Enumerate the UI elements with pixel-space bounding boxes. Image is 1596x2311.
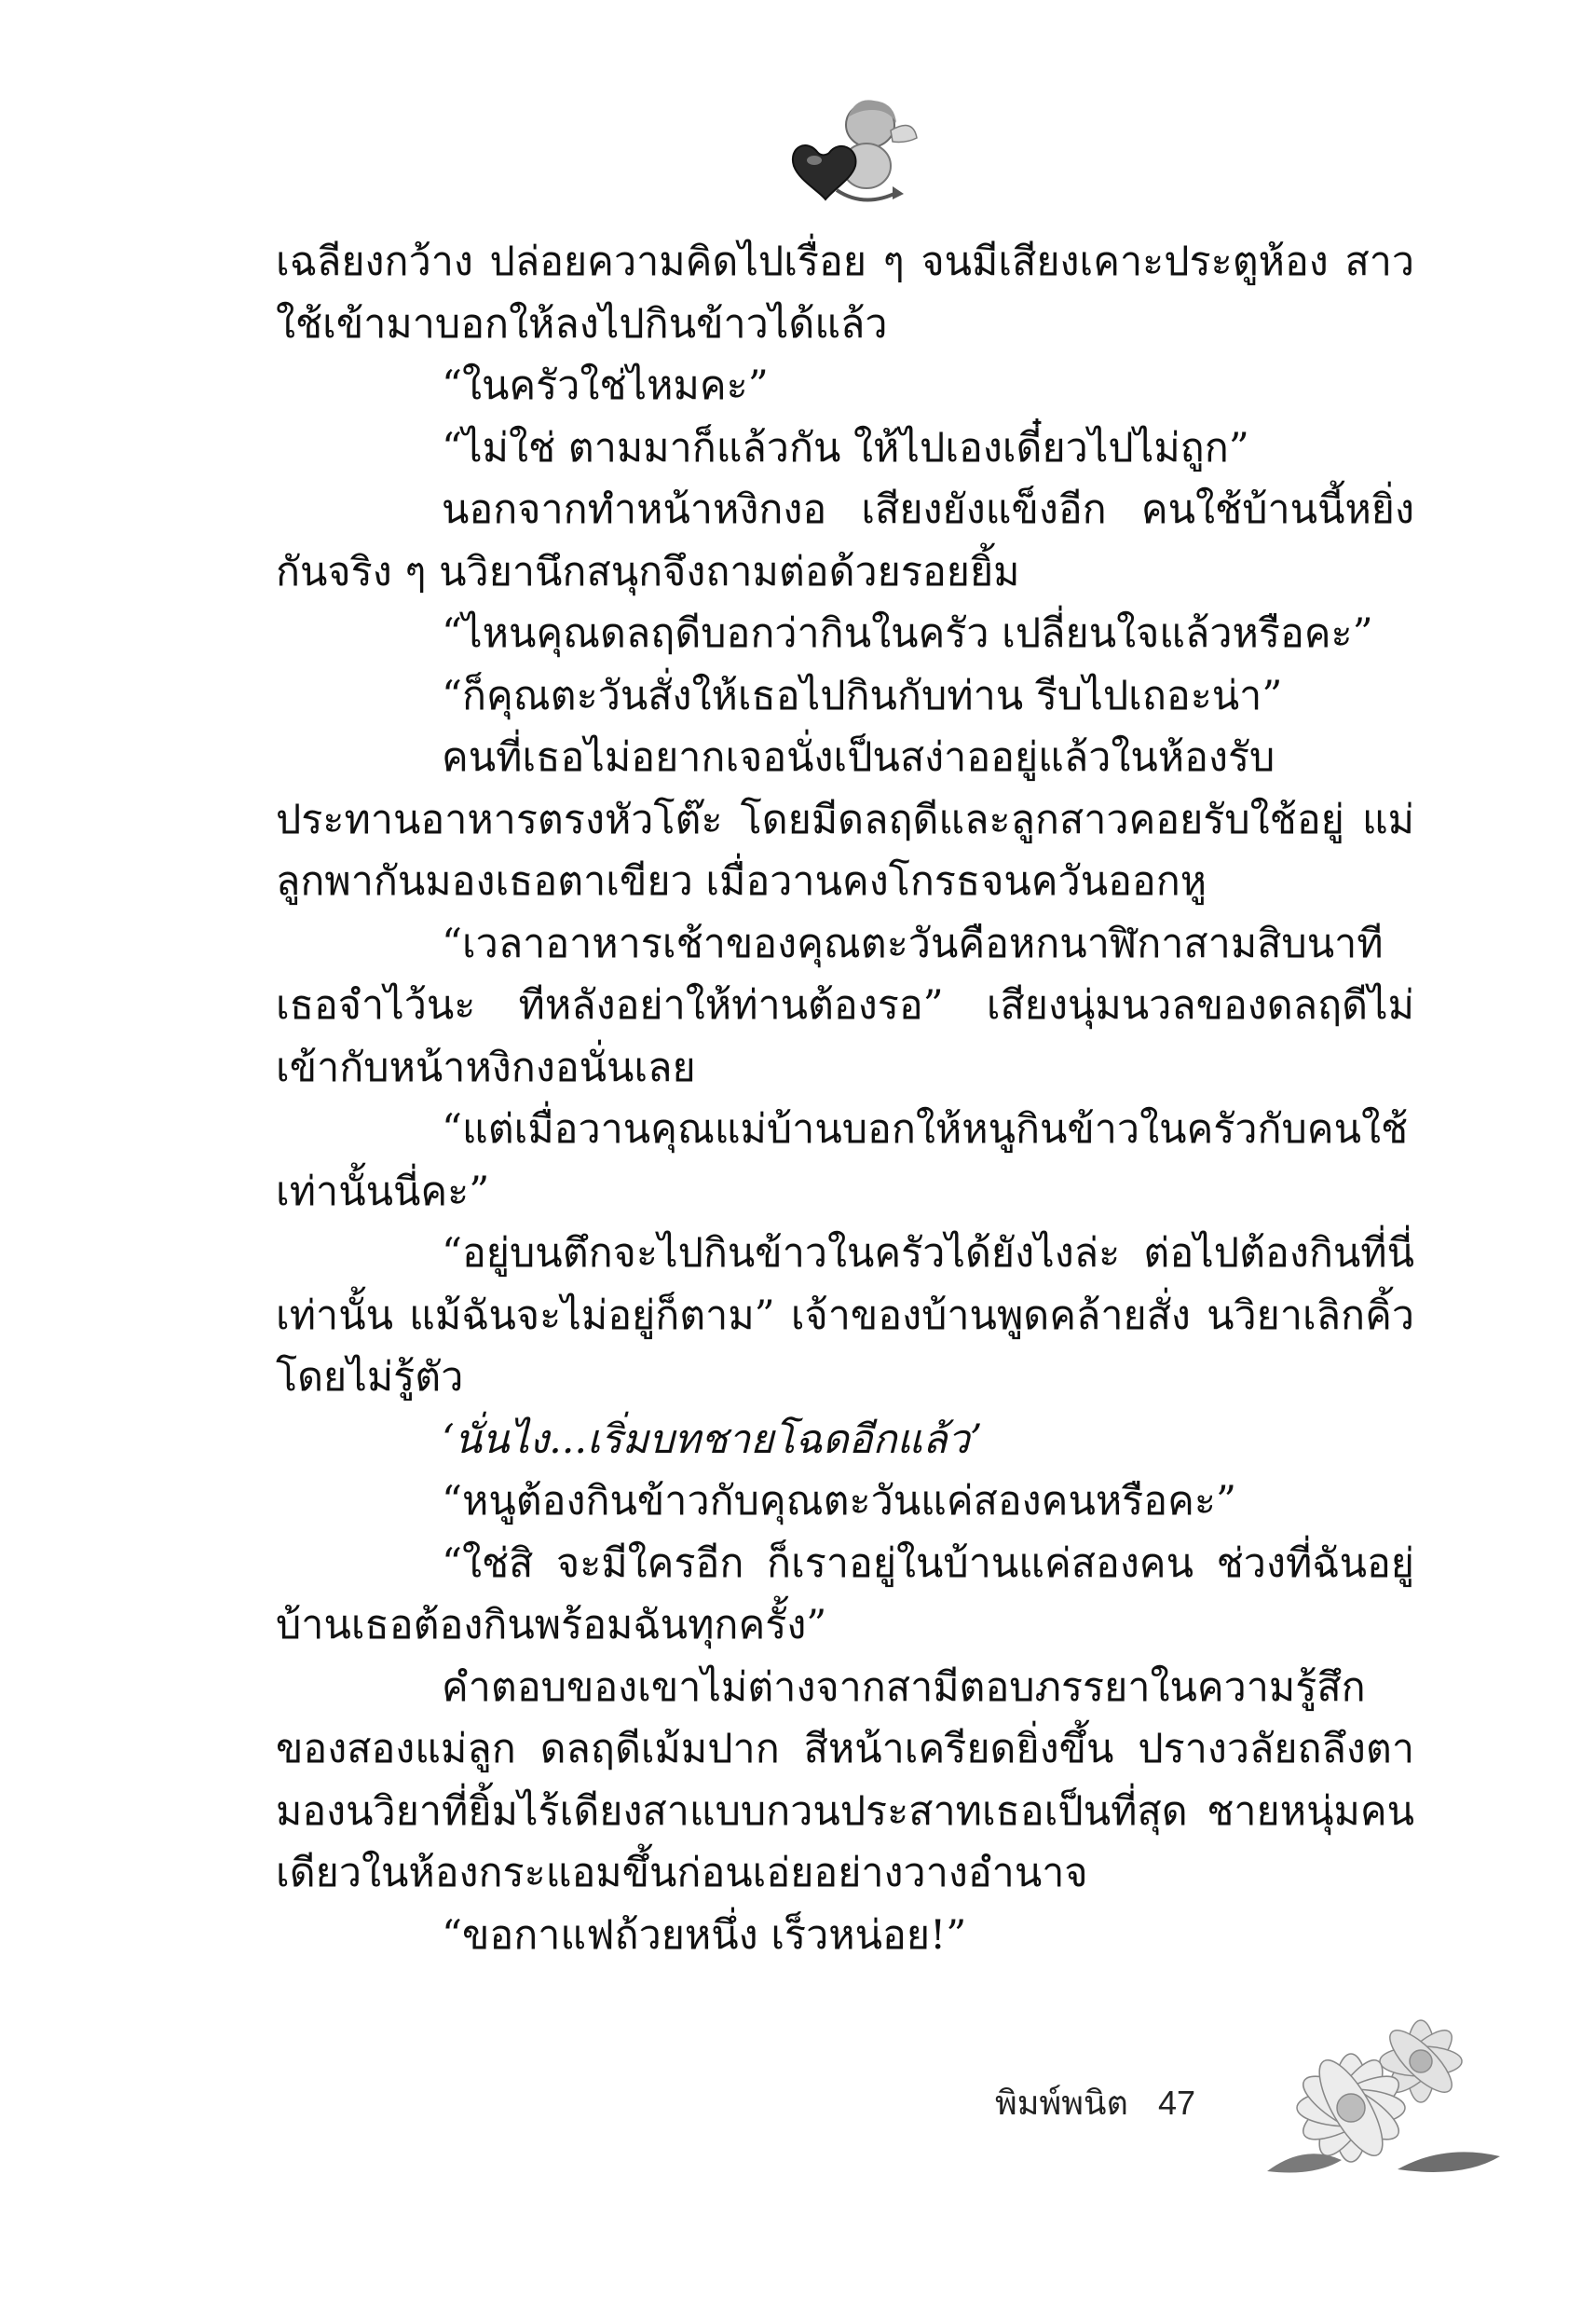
paragraph: คำตอบของเขาไม่ต่างจากสามีตอบภรรยาในความรู้สึกของสองแม่ลูก ดลฤดีเม้มปาก สีหน้าเครียดยิ่งขึ้น ปรางวลัยถลึงตามองนวิยาที่ยิ้มไร้เดียงสาแบบกวนประสาทเธอเป็นที่สุด ชายหนุ่มคนเดียวในห้องกระแอมขึ้นก่อนเอ่ยอย่างวางอำนาจ [276, 1663, 1414, 1896]
page-number: 47 [1157, 2084, 1195, 2122]
paragraph: คนที่เธอไม่อยากเจอนั่งเป็นสง่าออยู่แล้วในห้องรับประทานอาหารตรงหัวโต๊ะ โดยมีดลฤดีและลูกสาวคอยรับใช้อยู่ แม่ลูกพากันมองเธอตาเขียว เมื่อวานคงโกรธจนควันออกหู [276, 734, 1414, 905]
paragraph: นอกจากทำหน้าหงิกงอ เสียงยังแข็งอีก คนใช้บ้านนี้หยิ่งกันจริง ๆ นวิยานึกสนุกจึงถามต่อด้วยรอยยิ้ม [276, 486, 1414, 595]
paragraph: “ก็คุณตะวันสั่งให้เธอไปกินกับท่าน รีบไปเถอะน่า” [442, 672, 1283, 719]
paragraph: “อยู่บนตึกจะไปกินข้าวในครัวได้ยังไงล่ะ ต่อไปต้องกินที่นี่เท่านั้น แม้ฉันจะไม่อยู่ก็ตาม” เจ้าของบ้านพูดคล้ายสั่ง นวิยาเลิกคิ้วโดยไม่รู้ตัว [276, 1230, 1414, 1401]
paragraph: “ไหนคุณดลฤดีบอกว่ากินในครัว เปลี่ยนใจแล้วหรือคะ” [442, 610, 1373, 657]
italic-thought-paragraph: ‘นั่นไง...เริ่มบทชายโฉดอีกแล้ว’ [442, 1415, 983, 1463]
paragraph: “ใช่สิ จะมีใครอีก ก็เราอยู่ในบ้านแค่สองคน ช่วงที่ฉันอยู่บ้านเธอต้องกินพร้อมฉันทุกครั้ง” [276, 1539, 1414, 1648]
cupid-with-heart-ornament [781, 89, 921, 211]
paragraph: “เวลาอาหารเช้าของคุณตะวันคือหกนาฬิกาสามสิบนาที เธอจำไว้นะ ทีหลังอย่าให้ท่านต้องรอ” เสียงนุ่มนวลของดลฤดีไม่เข้ากับหน้าหงิกงอนั่นเลย [276, 920, 1414, 1091]
paragraph: “แต่เมื่อวานคุณแม่บ้านบอกให้หนูกินข้าวในครัวกับคนใช้เท่านั้นนี่คะ” [276, 1106, 1409, 1215]
paragraph: เฉลียงกว้าง ปล่อยความคิดไปเรื่อย ๆ จนมีเสียงเคาะประตูห้อง สาวใช้เข้ามาบอกให้ลงไปกินข้าวได้แล้ว [276, 239, 1414, 348]
flower-ornament [1248, 2003, 1528, 2190]
paragraph: “ในครัวใช่ไหมคะ” [442, 362, 769, 409]
body-text [276, 231, 1414, 1966]
paragraph: “หนูต้องกินข้าวกับคุณตะวันแค่สองคนหรือคะ” [442, 1478, 1236, 1525]
paragraph: “ไม่ใช่ ตามมาก็แล้วกัน ให้ไปเองเดี๋ยวไปไม่ถูก” [442, 424, 1249, 472]
page-footer [995, 2076, 1195, 2129]
author-name: พิมพ์พนิต [995, 2084, 1128, 2122]
paragraph: “ขอกาแฟถ้วยหนึ่ง เร็วหน่อย!” [442, 1911, 967, 1959]
